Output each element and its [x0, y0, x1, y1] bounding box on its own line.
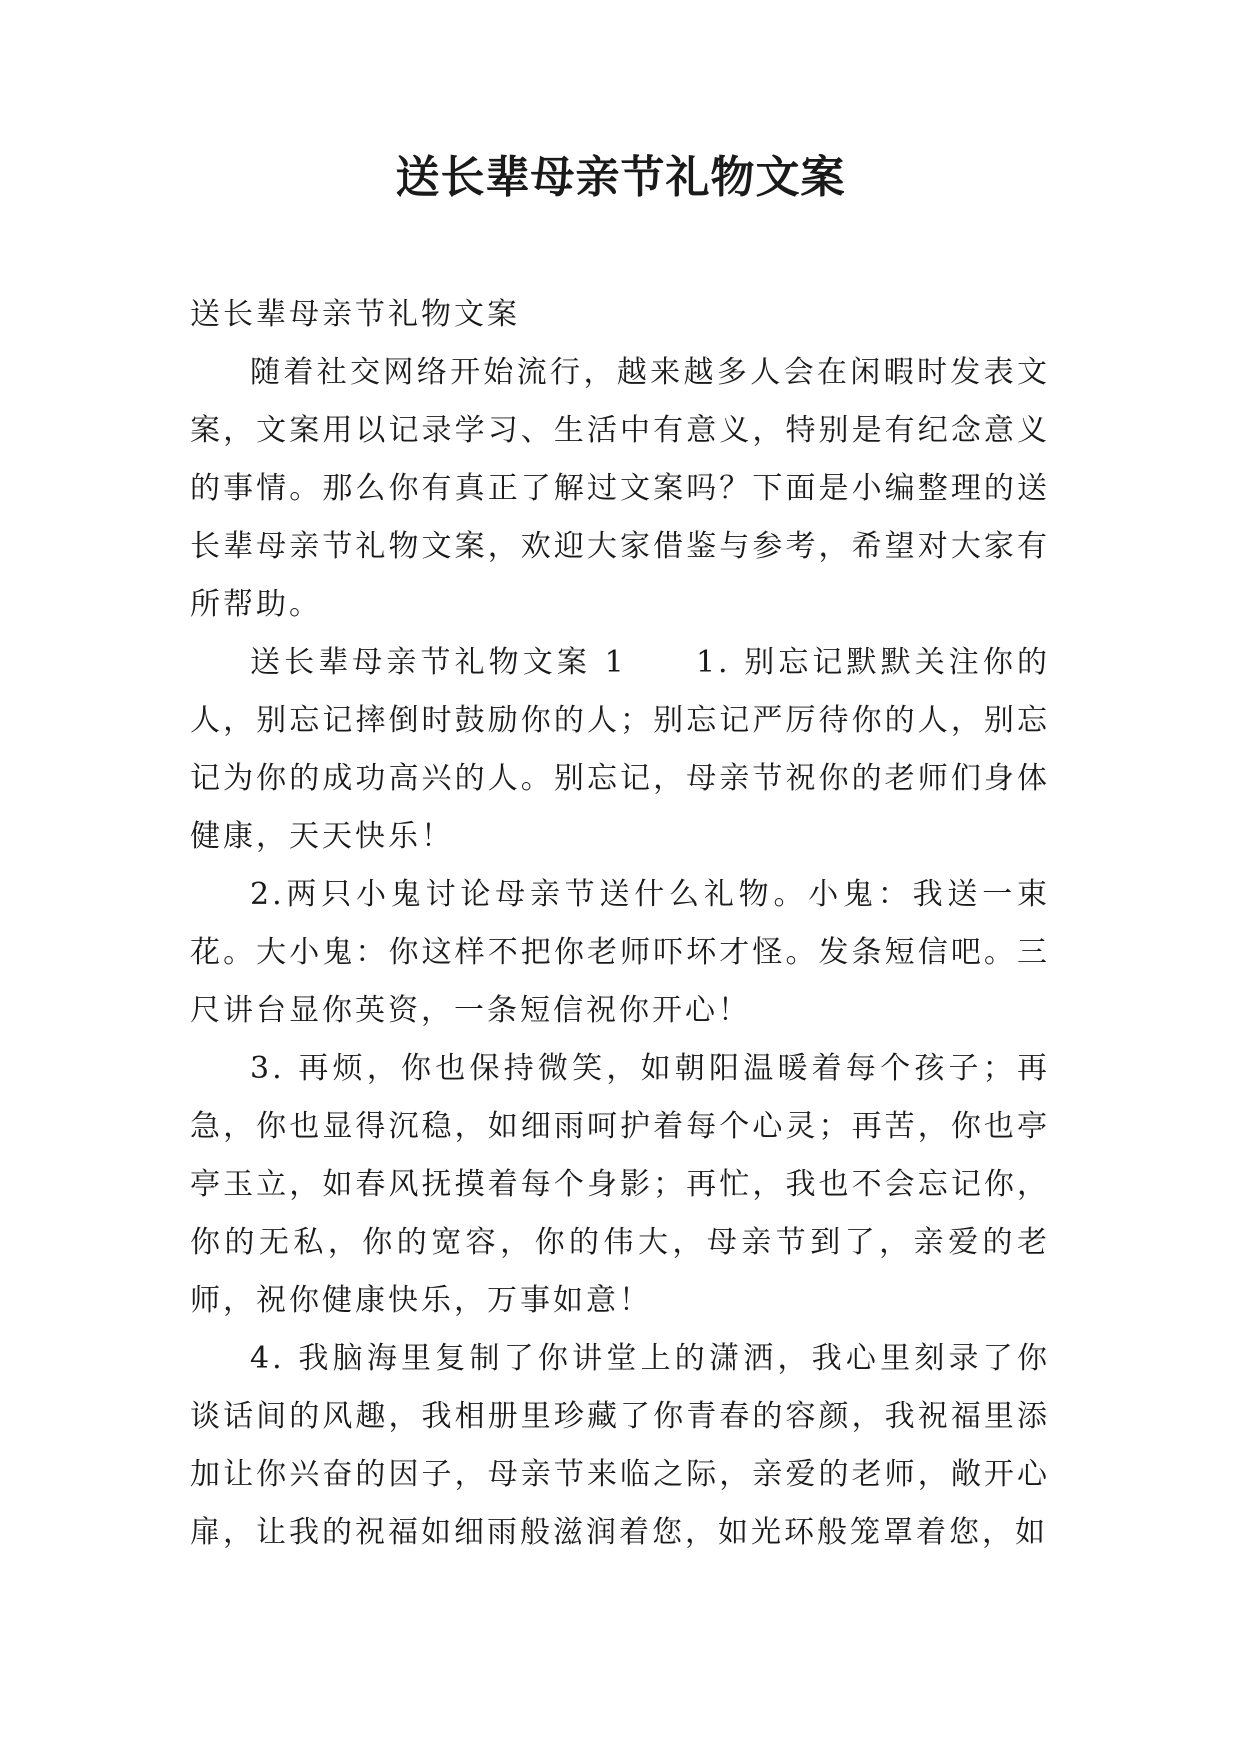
paragraph: 随着社交网络开始流行，越来越多人会在闲暇时发表文案，文案用以记录学习、生活中有意义，特别是有纪念意义的事情。那么你有真正了解过文案吗？下面是小编整理的送长辈母亲节礼物文案，欢迎大家借鉴与参考，希望对大家有所帮助。 [190, 355, 1050, 622]
paragraph: 3. 再烦，你也保持微笑，如朝阳温暖着每个孩子；再急，你也显得沉稳，如细雨呵护着每个心灵；再苦，你也亭亭玉立，如春风抚摸着每个身影；再忙，我也不会忘记你，你的无私，你的宽容，你的伟大，母亲节到了，亲爱的老师，祝你健康快乐，万事如意！ [190, 1051, 1050, 1318]
paragraph: 2.两只小鬼讨论母亲节送什么礼物。小鬼：我送一束花。大小鬼：你这样不把你老师吓坏才怪。发条短信吧。三尺讲台显你英资，一条短信祝你开心！ [190, 877, 1050, 1028]
page-title: 送长辈母亲节礼物文案 [395, 152, 846, 203]
paragraph: 4. 我脑海里复制了你讲堂上的潇洒，我心里刻录了你谈话间的风趣，我相册里珍藏了你青春的容颜，我祝福里添加让你兴奋的因子，母亲节来临之际，亲爱的老师，敞开心扉，让我的祝福如细雨般滋润着您，如光环般笼罩着您，如 [190, 1341, 1050, 1550]
document-subtitle: 送长辈母亲节礼物文案 [190, 297, 520, 332]
paragraph: 送长辈母亲节礼物文案 1 1. 别忘记默默关注你的人，别忘记摔倒时鼓励你的人；别忘记严厉待你的人，别忘记为你的成功高兴的人。别忘记，母亲节祝你的老师们身体健康，天天快乐！ [190, 645, 1050, 854]
document-body [190, 286, 1050, 1562]
